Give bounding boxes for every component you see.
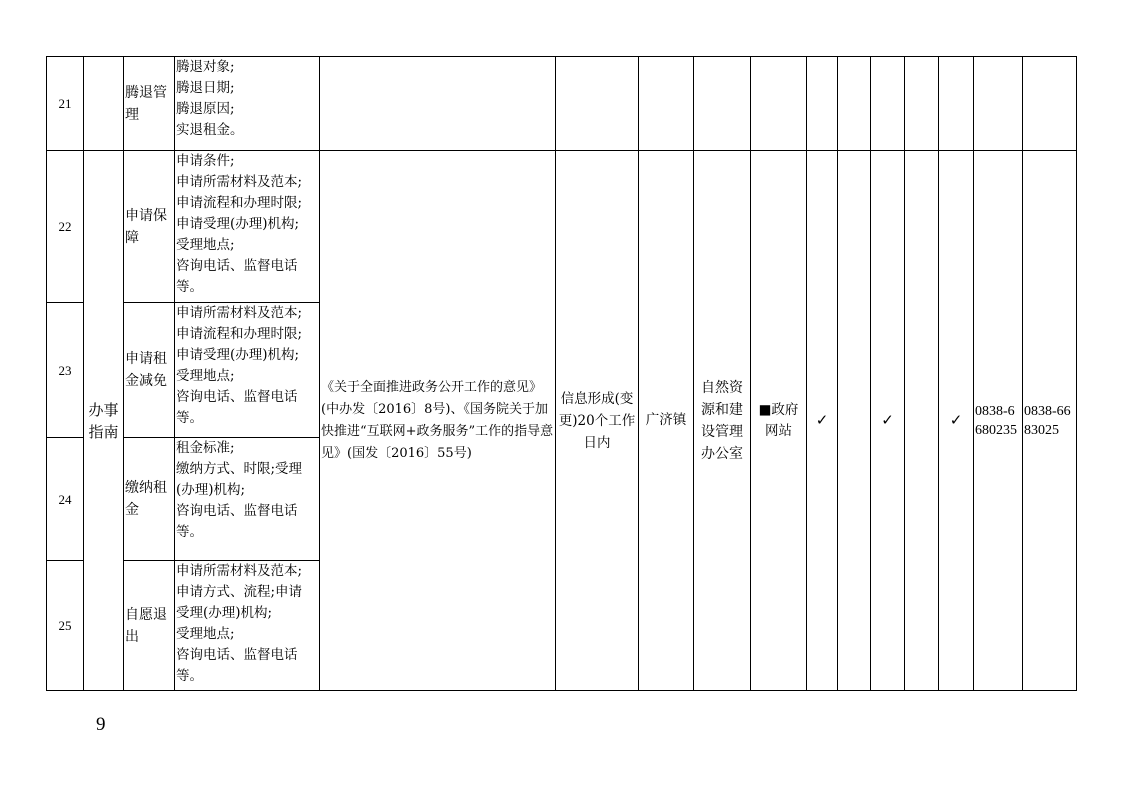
item-content: 申请所需材料及范本; 申请流程和办理时限; 申请受理(办理)机构; 受理地点; 咨询电话、监督电话 等。	[175, 303, 320, 438]
check-mark: ✓	[871, 151, 905, 691]
table-row	[47, 151, 1077, 303]
responsible-department: 自然资源和建设管理办公室	[694, 151, 751, 691]
item-content: 申请所需材料及范本; 申请方式、流程;申请 受理(办理)机构; 受理地点; 咨询电话、监督电话 等。	[175, 561, 320, 691]
item-name: 申请保障	[124, 151, 175, 303]
check-mark: ✓	[939, 151, 974, 691]
row-number: 21	[47, 57, 84, 151]
row-number: 25	[47, 561, 84, 691]
item-content: 腾退对象; 腾退日期; 腾退原因; 实退租金。	[175, 57, 320, 151]
disclosure-table	[46, 56, 1077, 691]
item-content: 租金标准; 缴纳方式、时限;受理 (办理)机构; 咨询电话、监督电话 等。	[175, 438, 320, 561]
time-limit: 信息形成(变更)20个工作日内	[556, 151, 639, 691]
item-content: 申请条件; 申请所需材料及范本; 申请流程和办理时限; 申请受理(办理)机构; 受理地点; 咨询电话、监督电话 等。	[175, 151, 320, 303]
row-number: 22	[47, 151, 84, 303]
phone-number: 0838-6683025	[1023, 151, 1077, 691]
row-number: 23	[47, 303, 84, 438]
item-name: 腾退管理	[124, 57, 175, 151]
check-mark	[838, 151, 871, 691]
check-mark: ✓	[807, 151, 838, 691]
table-row	[47, 57, 1077, 151]
phone-number: 0838-6680235	[974, 151, 1023, 691]
page-number: 9	[96, 714, 106, 735]
category-cell: 办事指南	[84, 151, 124, 691]
check-mark	[905, 151, 939, 691]
item-name: 自愿退出	[124, 561, 175, 691]
item-name: 申请租金减免	[124, 303, 175, 438]
category-cell-empty	[84, 57, 124, 151]
legal-basis: 《关于全面推进政务公开工作的意见》(中办发〔2016〕8号)、《国务院关于加快推进“互联网+政务服务”工作的指导意见》(国发〔2016〕55号)	[320, 151, 556, 691]
item-name: 缴纳租金	[124, 438, 175, 561]
disclosure-subject: 广济镇	[639, 151, 694, 691]
row-number: 24	[47, 438, 84, 561]
disclosure-channel: ■政府网站	[751, 151, 807, 691]
